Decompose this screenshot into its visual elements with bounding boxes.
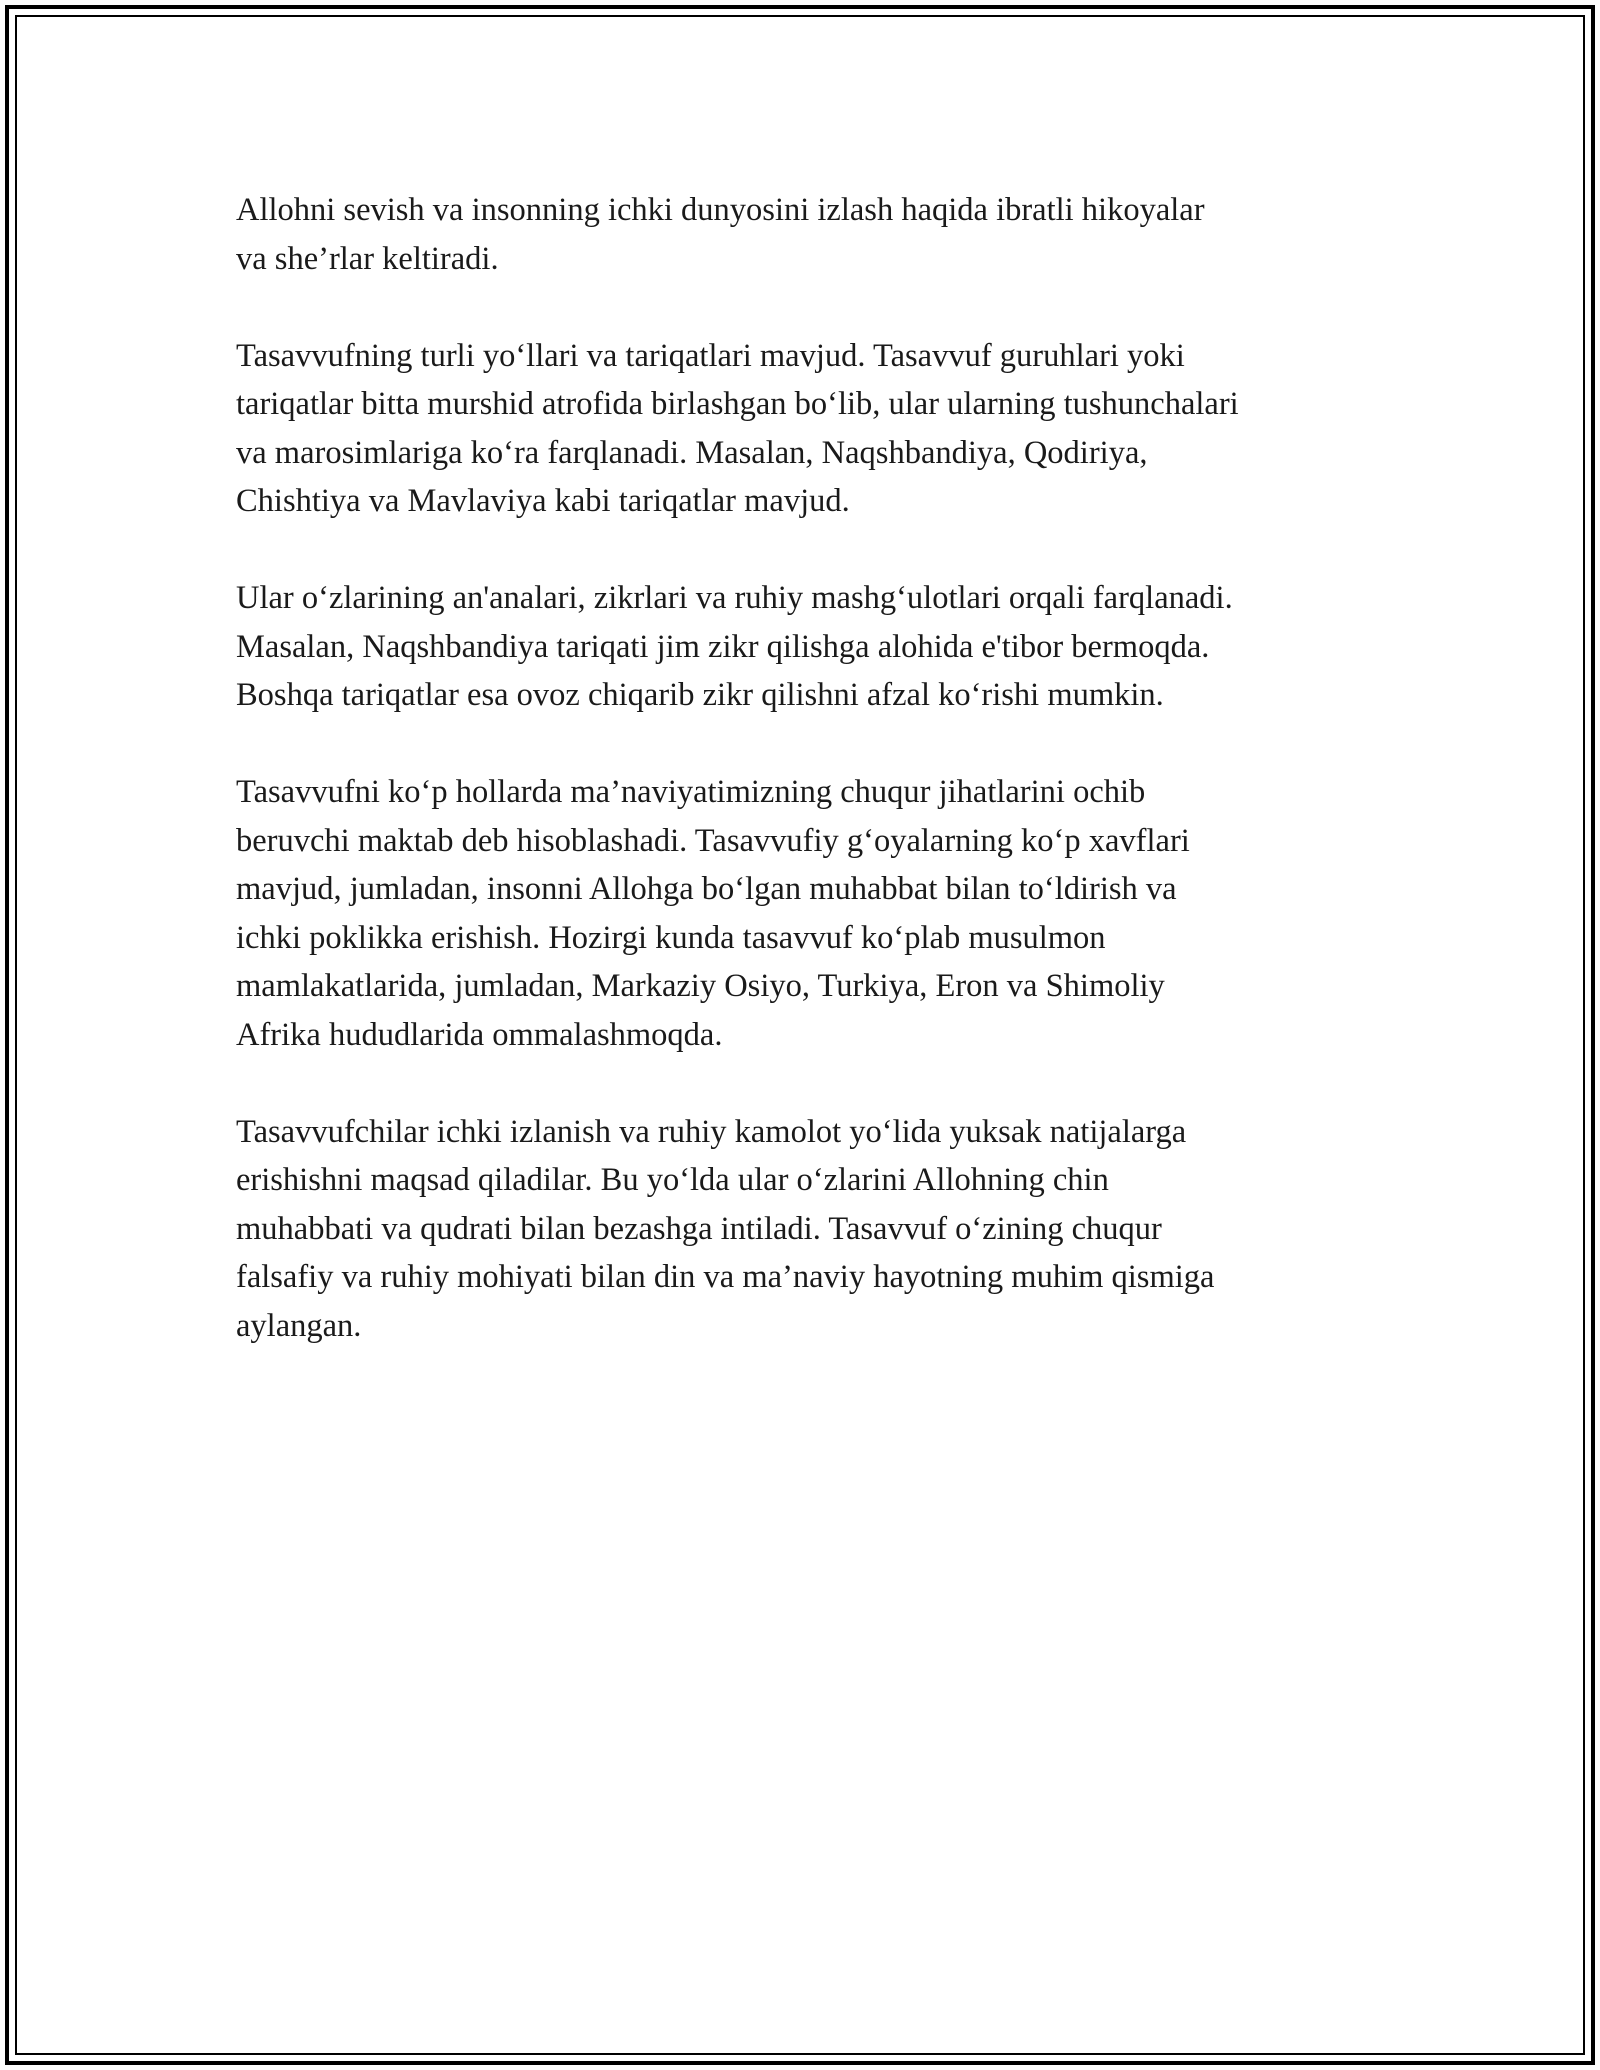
document-body xyxy=(236,186,1386,1399)
paragraph: Ular o‘zlarining an'analari, zikrlari va ruhiy mashg‘ulotlari orqali farqlanadi. Masalan, Naqshbandiya tariqati jim zikr qilishga alohida e'tibor bermoqda. Boshqa tariqatlar esa ovoz chiqarib zikr qilishni afzal ko‘rishi mumkin. xyxy=(236,580,1233,713)
paragraph: Tasavvufni ko‘p hollarda ma’naviyatimizning chuqur jihatlarini ochib beruvchi maktab deb hisoblashadi. Tasavvufiy g‘oyalarning ko‘p xavflari mavjud, jumladan, insonni Allohga bo‘lgan muhabbat bilan to‘ldirish va ichki poklikka erishish. Hozirgi kunda tasavvuf ko‘plab musulmon mamlakatlarida, jumladan, Markaziy Osiyo, Turkiya, Eron va Shimoliy Afrika hududlarida ommalashmoqda. xyxy=(236,774,1190,1053)
paragraph: Tasavvufning turli yo‘llari va tariqatlari mavjud. Tasavvuf guruhlari yoki tariqatlar bitta murshid atrofida birlashgan bo‘lib, ular ularning tushunchalari va marosimlariga ko‘ra farqlanadi. Masalan, Naqshbandiya, Qodiriya, Chishtiya va Mavlaviya kabi tariqatlar mavjud. xyxy=(236,337,1239,519)
paragraph: Tasavvufchilar ichki izlanish va ruhiy kamolot yo‘lida yuksak natijalarga erishishni maqsad qiladilar. Bu yo‘lda ular o‘zlarini Allohning chin muhabbati va qudrati bilan bezashga intiladi. Tasavvuf o‘zining chuqur falsafiy va ruhiy mohiyati bilan din va ma’naviy hayotning muhim qismiga aylangan. xyxy=(236,1113,1215,1344)
paragraph: Allohni sevish va insonning ichki dunyosini izlash haqida ibratli hikoyalar va she’rlar keltiradi. xyxy=(236,192,1205,277)
